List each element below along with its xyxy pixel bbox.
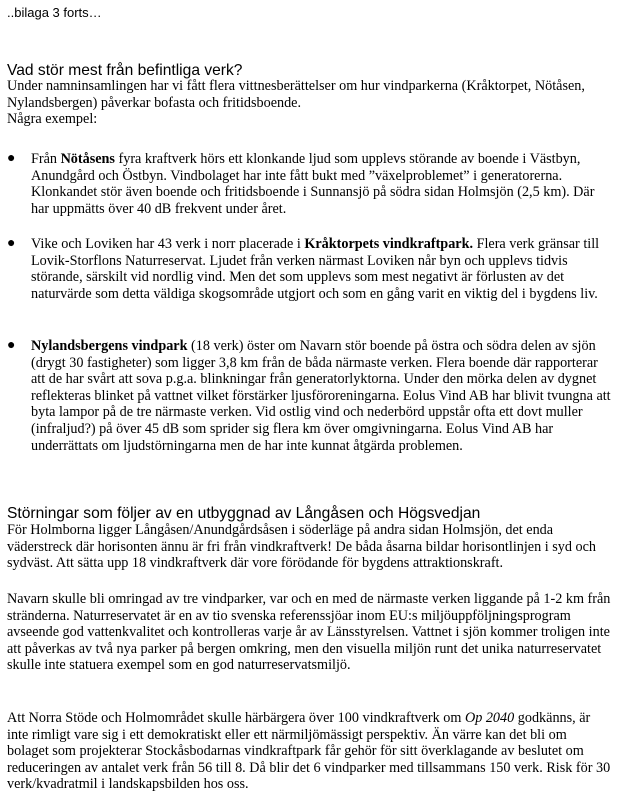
bullet-text: Nylandsbergens vindpark (18 verk) öster om Navarn stör boende på östra och södra delen av sjön (drygt 30 fastigheter) som ligger 3,8 km från de båda närmaste verken. Flera boende där rapporterar att de har svårt att sova p.g.a. blinkningar från generatorlyktorna. Under den mörka delen av dygnet reflekteras blinket på vattnet vilket förstärker ljusföroreningarna. Eolus Vind AB har blivit tvungna att byta lampor på de tre närmaste verken. Vid ostlig vind och nederbörd uppstår ofta ett dovt muller (infraljud?) på över 45 dB som sprider sig flera km över omgivningarna. Eolus Vind AB har underrättats om ljudstörningarna men de har inte kunnat åtgärda problemen.: [31, 338, 611, 454]
bullet-bold-term: Kråktorpets vindkraftpark.: [304, 236, 474, 252]
examples-label: Några exempel:: [7, 111, 98, 128]
bullet-text: Från Nötåsens fyra kraftverk hörs ett klonkande ljud som upplevs störande av boende i Västbyn, Anundgård och Östbyn. Vindbolaget har inte fått bukt med ”växelproblemet” i generatorerna. Klonkandet stör även boende och fritidsboende i Sunnansjö på södra sidan Holmsjön (2,5 km). Där har uppmätts över 40 dB frekvent under året.: [31, 151, 595, 217]
bullet-text: Vike och Loviken har 43 verk i norr placerade i Kråktorpets vindkraftpark. Flera verk gränsar till Lovik-Storflons Naturreservat. Ljudet från verken närmast Loviken når byn och upplevs tidvis störande, särskilt vid nordlig vind. Men det som upplevs som mest negativt är förlusten av det naturvärde som detta väldiga skogsområde utgjort och som en gång varit en viktig del i bygdens liv.: [31, 236, 600, 302]
section-intro: [7, 78, 612, 128]
bullet-bold-term: Nötåsens: [60, 151, 115, 167]
section-heading-expansion: Störningar som följer av en utbyggnad av Långåsen och Högsvedjan: [7, 505, 481, 522]
bullet-icon: ●: [7, 338, 16, 353]
page-header: ..bilaga 3 forts…: [7, 5, 102, 20]
plan-name-italic: Op 2040: [464, 710, 515, 726]
bullet-item-notasen: [7, 151, 612, 217]
section-heading-existing-turbines: Vad stör mest från befintliga verk?: [7, 62, 243, 79]
intro-paragraph: Under namninsamlingen har vi fått flera vittnesberättelser om hur vindparkerna (Kråktorpet, Nötåsen, Nylandsbergen) påverkar bofasta och fritidsboende.: [7, 78, 585, 111]
bullet-item-nylandsbergen: [7, 338, 612, 454]
bullet-icon: ●: [7, 151, 16, 166]
bullet-item-kraktorpet: [7, 236, 612, 302]
bullet-icon: ●: [7, 236, 16, 251]
paragraph-navarn: Navarn skulle bli omringad av tre vindparker, var och en med de närmaste verken liggande på 1-2 km från stränderna. Naturreservatet är en av tio svenska referenssjöar inom EU:s miljöuppföljningsprogram avseende god vattenkvalitet och kontrolleras varje år av Länsstyrelsen. Vattnet i sjön kommer troligen inte att påverkas av två nya parker på bergen omkring, men den visuella miljön runt det unika naturreservatet skulle inte statuera exempel som en god naturreservatsmiljö.: [7, 591, 611, 674]
paragraph-holmborna: För Holmborna ligger Långåsen/Anundgårdsåsen i söderläge på andra sidan Holmsjön, det enda väderstreck där horisonten ännu är fri från vindkraftverk! De båda åsarna bildar horisontlinjen i syd och sydväst. Att sätta upp 18 vindkraftverk där vore förödande för bygdens attraktionskraft.: [7, 522, 596, 572]
bullet-bold-term: Nylandsbergens vindpark: [31, 338, 188, 354]
paragraph-op2040: Att Norra Stöde och Holmområdet skulle härbärgera över 100 vindkraftverk om Op 2040 godkänns, är inte rimligt vare sig i ett demokratiskt eller ett närmiljömässigt perspektiv. Än värre kan det bli om bolaget som projekterar Stockåsbodarnas vindkraftpark får gehör för sitt överklagande av beslutet om reduceringen av antalet verk från 56 till 8. Då blir det 6 vindparker med tillsammans 150 verk. Risk för 30 verk/kvadratmil i landskapsbilden hos oss.: [7, 710, 611, 793]
